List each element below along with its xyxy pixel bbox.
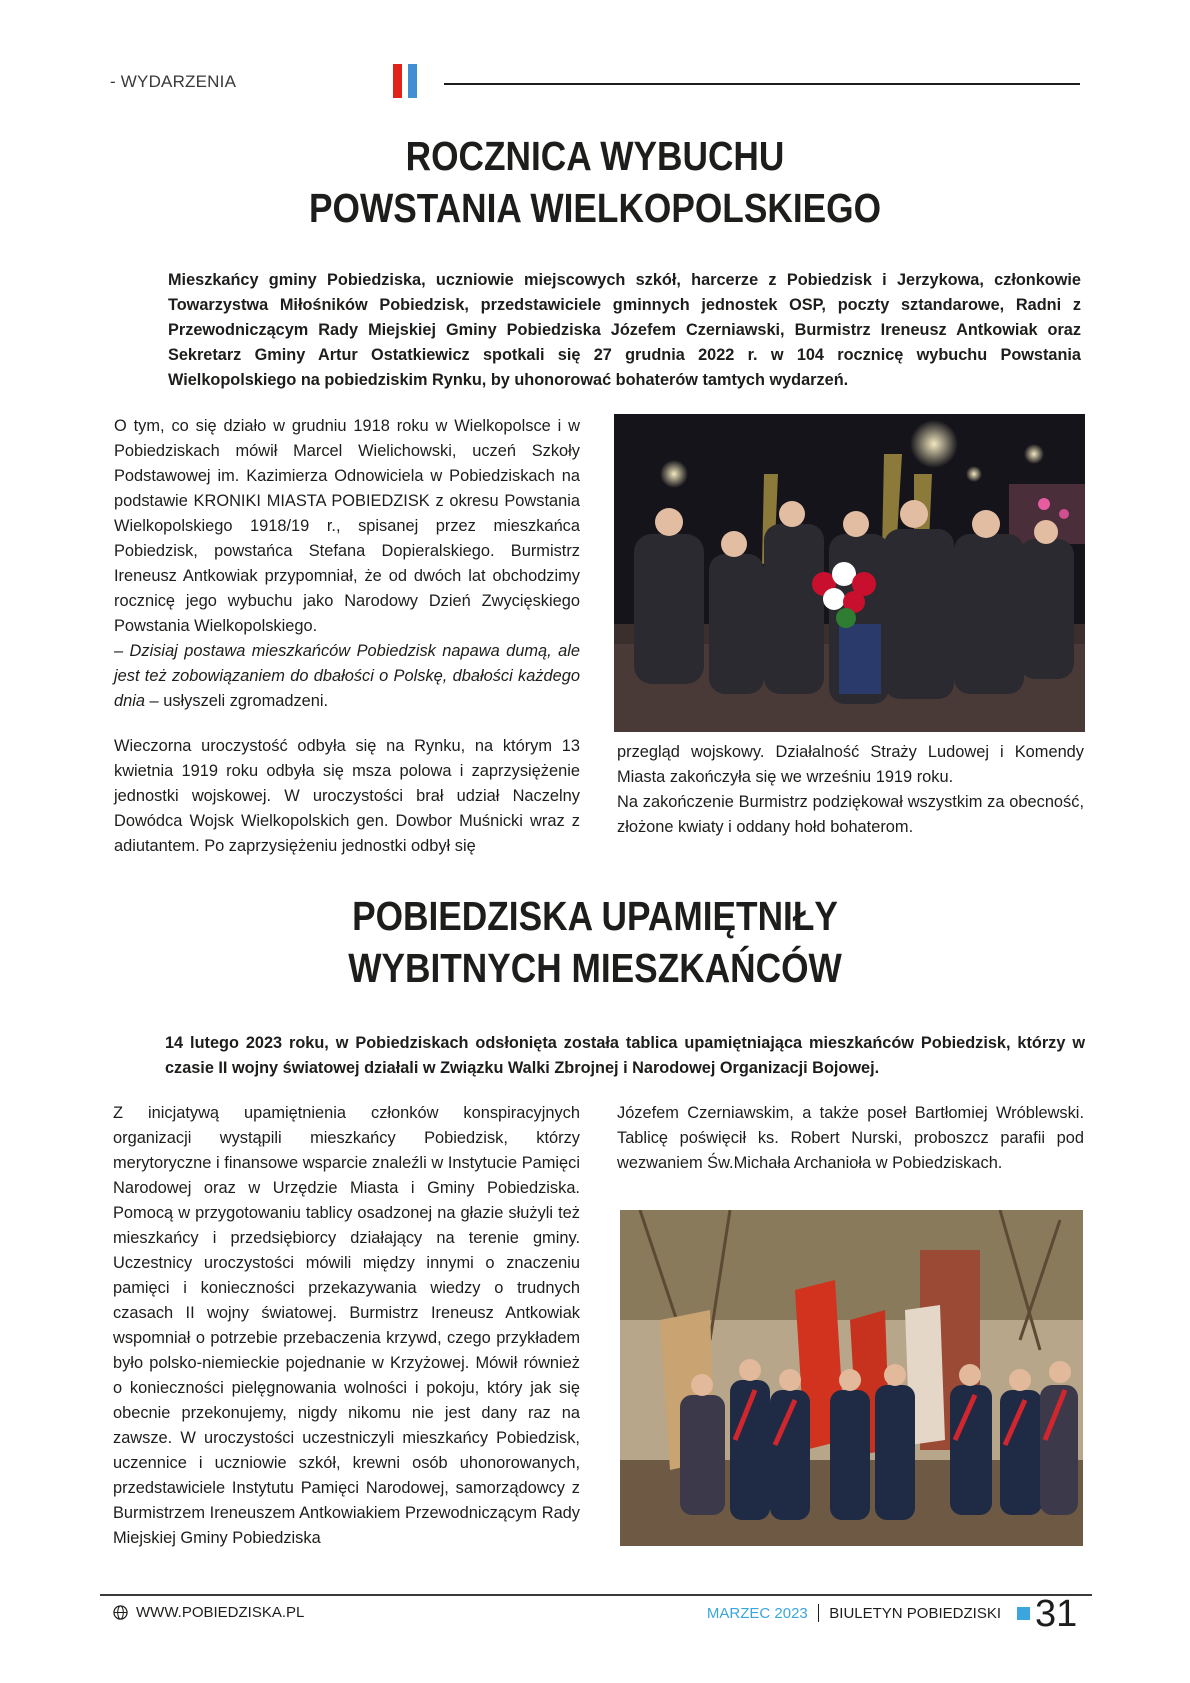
article1-title-line2: POWSTANIA WIELKOPOLSKIEGO — [308, 185, 881, 231]
globe-icon — [113, 1605, 128, 1620]
ceremony-night-photo — [614, 414, 1085, 732]
article2-title-line2: WYBITNYCH MIESZKAŃCÓW — [348, 945, 842, 991]
article2-column-right — [617, 1101, 1084, 1176]
article2-column-left — [113, 1101, 580, 1551]
section-label: - WYDARZENIA — [110, 72, 237, 91]
website-link[interactable]: WWW.POBIEDZISKA.PL — [136, 1604, 305, 1621]
article1-paragraph-1: O tym, co się działo w grudniu 1918 roku w Wielkopolsce i w Pobiedziskach mówił Marcel Wielichowski, uczeń Szkoły Podstawowej im. Kazimierza Odnowiciela w Pobiedziskach na podstawie KRONIKI MIASTA POBIEDZISK z okresu Powstania Wielkopolskiego 1918/19 r., spisanej przez mieszkańca Pobiedzisk, powstańca Stefana Dopieralskiego. Burmistrz Ireneusz Antkowiak przypomniał, że od dwóch lat obchodzimy rocznicę jego wybuchu jako Narodowy Dzień Zwycięskiego Powstania Wielkopolskiego. — [114, 417, 580, 635]
square-accent-icon — [1017, 1607, 1030, 1620]
article1-title-line1: ROCZNICA WYBUCHU — [405, 133, 785, 179]
footer-website[interactable] — [113, 1604, 304, 1621]
article1-paragraph-2: Wieczorna uroczystość odbyła się na Rynku, na którym 13 kwietnia 1919 roku odbyła się msza polowa i zaprzysiężenie jednostki wojskowej. W uroczystości brał udział Naczelny Dowódca Wojsk Wielkopolskich gen. Dowbor Muśnicki wraz z adiutantem. Po zaprzysiężeniu jednostki odbył się — [114, 737, 580, 855]
article1-title — [212, 130, 977, 234]
issue-date: MARZEC 2023 — [706, 1604, 808, 1622]
flag-accent — [393, 64, 429, 98]
article1-lead: Mieszkańcy gminy Pobiedziska, uczniowie miejscowych szkół, harcerze z Pobiedzisk i Jerzykowa, członkowie Towarzystwa Miłośników Pobiedzisk, przedstawiciele gminnych jednostek OSP, poczty sztandarowe, Radni z Przewodniczącym Rady Miejskiej Gminy Pobiedziska Józefem Czerniawski, Burmistrz Ireneusz Antkowiak oraz Sekretarz Gminy Artur Ostatkiewicz spotkali się 27 grudnia 2022 r. w 104 rocznicę wybuchu Powstania Wielkopolskiego na pobiedziskim Rynku, by uhonorować bohaterów tamtych wydarzeń. — [168, 271, 1081, 389]
article1-paragraph-4: Na zakończenie Burmistrz podziękował wszystkim za obecność, złożone kwiaty i oddany hołd bohaterom. — [617, 793, 1084, 836]
article2-photo — [620, 1210, 1083, 1546]
article1-paragraph-3: przegląd wojskowy. Działalność Straży Ludowej i Komendy Miasta zakończyła się we wrześniu 1919 roku. — [617, 743, 1084, 786]
red-stripe — [393, 64, 402, 98]
article1-column-left-top — [114, 414, 580, 714]
article2-title-line1: POBIEDZISKA UPAMIĘTNIŁY — [352, 893, 838, 939]
blue-stripe — [408, 64, 417, 98]
plaque-ceremony-photo — [620, 1210, 1083, 1546]
article1-quote: – Dzisiaj postawa mieszkańców Pobiedzisk napawa dumą, ale jest też zobowiązaniem do dbałości o Polskę, dbałości każdego dnia — [114, 642, 580, 710]
article2-paragraph-1: Z inicjatywą upamiętnienia członków konspiracyjnych organizacji wystąpili mieszkańcy Pobiedzisk, którzy merytoryczne i finansowe wsparcie znaleźli w Instytucie Pamięci Narodowej oraz w Urzędzie Miasta i Gminy Pobiedziska. Pomocą w przygotowaniu tablicy osadzonej na głazie służyli też mieszkańcy i przedsiębiorcy działający na terenie gminy. Uczestnicy uroczystości mówili między innymi o znaczeniu pamięci i konieczności przekazywania wiedzy o trudnych czasach II wojny światowej. Burmistrz Ireneusz Antkowiak wspomniał o potrzebie przebaczenia krzywd, czego przykładem było polsko-niemieckie pojednanie w Krzyżowej. Mówił również o konieczności pielęgnowania wolności i pokoju, który jak się obecnie przekonujemy, nigdy nikomu nie jest dany raz na zawsze. W uroczystości uczestniczyli mieszkańcy Pobiedzisk, uczennice i uczniowie szkół, krewni osób uhonorowanych, przedstawiciele Instytutu Pamięci Narodowej, samorządowcy z Burmistrzem Ireneuszem Antkowiakiem Przewodniczącym Rady Miejskiej Gminy Pobiedziska — [113, 1104, 580, 1547]
article2-lead: 14 lutego 2023 roku, w Pobiedziskach odsłonięta została tablica upamiętniająca mieszkańców Pobiedzisk, którzy w czasie II wojny światowej działali w Związku Walki Zbrojnej i Narodowej Organizacji Bojowej. — [165, 1034, 1085, 1077]
article1-quote-paragraph — [114, 639, 580, 714]
article1-quote-tail: – usłyszeli zgromadzeni. — [145, 692, 329, 710]
article1-column-left-bottom — [114, 734, 580, 859]
article1-column-right — [617, 740, 1084, 840]
publication-name: BIULETYN POBIEDZISKI — [829, 1604, 1001, 1622]
article2-title — [212, 890, 977, 994]
footer-divider — [100, 1594, 1092, 1596]
header-divider — [444, 83, 1080, 85]
article2-paragraph-2: Józefem Czerniawskim, a także poseł Bartłomiej Wróblewski. Tablicę poświęcił ks. Robert Nurski, proboszcz parafii pod wezwaniem Św.Michała Archanioła w Pobiedziskach. — [617, 1104, 1084, 1172]
footer-separator — [818, 1604, 820, 1622]
footer-issue-info — [707, 1604, 1030, 1622]
page-number: 31 — [1035, 1593, 1078, 1635]
article1-photo — [614, 414, 1085, 732]
